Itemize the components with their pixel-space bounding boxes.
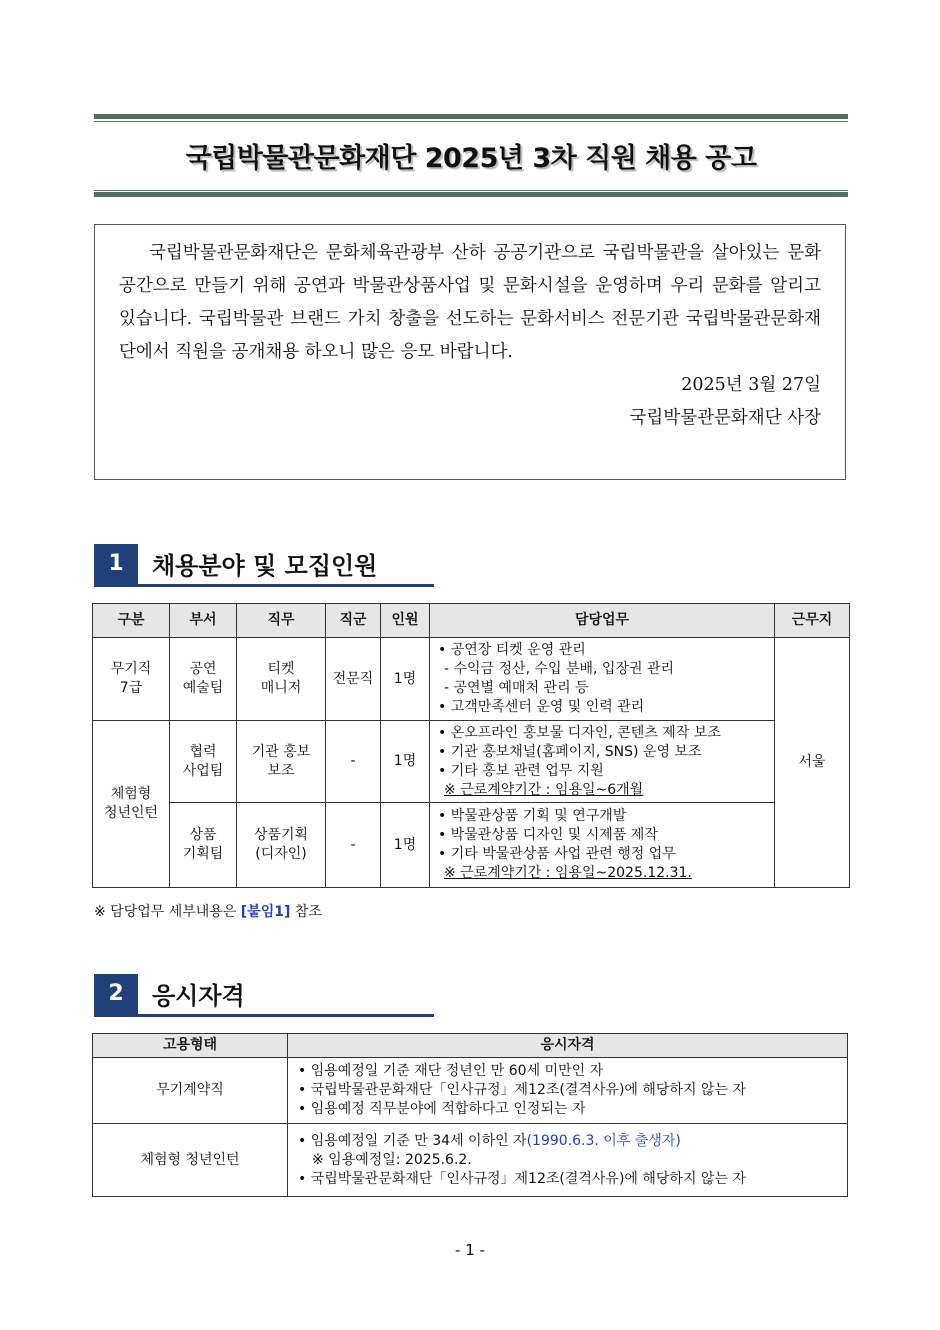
cell-duties <box>430 638 775 721</box>
section-number: 1 <box>94 544 138 584</box>
cell-job: 기관 홍보 보조 <box>237 721 326 803</box>
table-header-row <box>93 604 850 638</box>
header-eligibility: 응시자격 <box>288 1034 848 1058</box>
table-row <box>93 721 850 803</box>
cell-job: 티켓 매니저 <box>237 638 326 721</box>
eligibility-item <box>298 1132 847 1151</box>
section-title: 응시자격 <box>152 982 245 1010</box>
cell-dept: 상품 기획팀 <box>170 803 237 888</box>
duty-item: • 박물관상품 기획 및 연구개발 <box>438 808 627 824</box>
header-dept: 부서 <box>170 604 237 638</box>
cell-eligibility <box>288 1124 848 1197</box>
title-rule-bottom <box>94 192 848 197</box>
eligibility-age: • 임용예정일 기준 만 34세 이하인 자 <box>298 1132 527 1149</box>
duty-item: • 기관 홍보채널(홈페이지, SNS) 운영 보조 <box>438 743 702 760</box>
announcement-date: 2025년 3월 27일 <box>681 375 821 395</box>
recruitment-table <box>92 603 850 888</box>
intro-paragraph: 국립박물관문화재단은 문화체육관광부 산하 공공기관으로 국립박물관을 살아있는 문화공간으로 만들기 위해 공연과 박물관상품사업 및 문화시설을 운영하며 우리 문화를 알리고 있습니다. 국립박물관 브랜드 가치 창출을 선도하는 문화서비스 전문기관 국립박물관문화재단에서 직원을 공개채용 하오니 많은 응모 바랍니다. <box>119 243 821 362</box>
cell-job: 상품기획 (디자인) <box>237 803 326 888</box>
table-row <box>93 803 850 888</box>
duty-item: • 기타 박물관상품 사업 관련 행정 업무 <box>438 846 676 862</box>
cell-duties <box>430 803 775 888</box>
eligibility-item: • 국립박물관문화재단「인사규정」제12조(결격사유)에 해당하지 않는 자 <box>298 1082 746 1098</box>
cell-location: 서울 <box>775 638 850 888</box>
announcement-signature: 국립박물관문화재단 사장 <box>629 408 821 428</box>
duty-item: • 온오프라인 홍보물 디자인, 콘텐츠 제작 보조 <box>438 724 721 741</box>
cell-group: - <box>326 803 381 888</box>
header-employment-type: 고용형태 <box>93 1034 288 1058</box>
duty-item: • 공연장 티켓 운영 관리 <box>438 642 586 658</box>
document-title: 국립박물관문화재단 2025년 3차 직원 채용 공고 <box>185 143 757 174</box>
eligibility-item: • 임용예정 직무분야에 적합하다고 인정되는 자 <box>298 1101 586 1117</box>
section-number: 2 <box>94 974 138 1014</box>
table-row <box>93 638 850 721</box>
header-category: 구분 <box>93 604 170 638</box>
header-job: 직무 <box>237 604 326 638</box>
cell-employment-type: 무기계약직 <box>93 1058 288 1124</box>
page-number: - 1 - <box>455 1241 485 1259</box>
eligibility-item: • 임용예정일 기준 재단 정년인 만 60세 미만인 자 <box>298 1063 604 1079</box>
cell-count: 1명 <box>381 721 430 803</box>
title-rule-bottom-thin <box>94 190 848 191</box>
cell-dept: 공연 예술팀 <box>170 638 237 721</box>
duty-item: - 공연별 예매처 관리 등 <box>444 680 589 696</box>
section-title: 채용분야 및 모집인원 <box>152 552 378 580</box>
table-row <box>93 1058 848 1124</box>
eligibility-item: • 국립박물관문화재단「인사규정」제12조(결격사유)에 해당하지 않는 자 <box>298 1170 746 1187</box>
header-duties: 담당업무 <box>430 604 775 638</box>
cell-count: 1명 <box>381 638 430 721</box>
cell-duties <box>430 721 775 803</box>
table-row <box>93 1124 848 1197</box>
contract-period: ※ 근로계약기간 : 임용일~6개월 <box>444 781 644 798</box>
attachment-reference: [붙임1] <box>240 904 291 920</box>
appointment-date-note: ※ 임용예정일: 2025.6.2. <box>312 1151 472 1168</box>
contract-period: ※ 근로계약기간 : 임용일~2025.12.31. <box>444 865 692 881</box>
cell-category: 무기직 7급 <box>93 638 170 721</box>
header-location: 근무지 <box>775 604 850 638</box>
duty-item: • 고객만족센터 운영 및 인력 관리 <box>438 699 645 715</box>
cell-dept: 협력 사업팀 <box>170 721 237 803</box>
duty-item: - 수익금 정산, 수입 분배, 입장권 관리 <box>444 661 674 677</box>
duties-note <box>94 901 322 921</box>
eligibility-table <box>92 1033 848 1197</box>
cell-category: 체험형 청년인턴 <box>93 721 170 888</box>
table-header-row <box>93 1034 848 1058</box>
title-rule-top <box>94 114 848 119</box>
header-group: 직군 <box>326 604 381 638</box>
section-underline <box>94 1014 434 1017</box>
title-rule-top-thin <box>94 121 848 122</box>
duty-item: • 박물관상품 디자인 및 시제품 제작 <box>438 827 658 843</box>
header-count: 인원 <box>381 604 430 638</box>
cell-employment-type: 체험형 청년인턴 <box>93 1124 288 1197</box>
section-underline <box>94 584 434 587</box>
intro-box <box>94 224 846 480</box>
cell-group: - <box>326 721 381 803</box>
eligibility-birth-note: (1990.6.3. 이후 출생자) <box>526 1132 681 1149</box>
note-suffix: 참조 <box>290 904 322 920</box>
cell-eligibility <box>288 1058 848 1124</box>
cell-group: 전문직 <box>326 638 381 721</box>
cell-count: 1명 <box>381 803 430 888</box>
duty-item: • 기타 홍보 관련 업무 지원 <box>438 762 604 779</box>
note-prefix: ※ 담당업무 세부내용은 <box>94 904 241 920</box>
